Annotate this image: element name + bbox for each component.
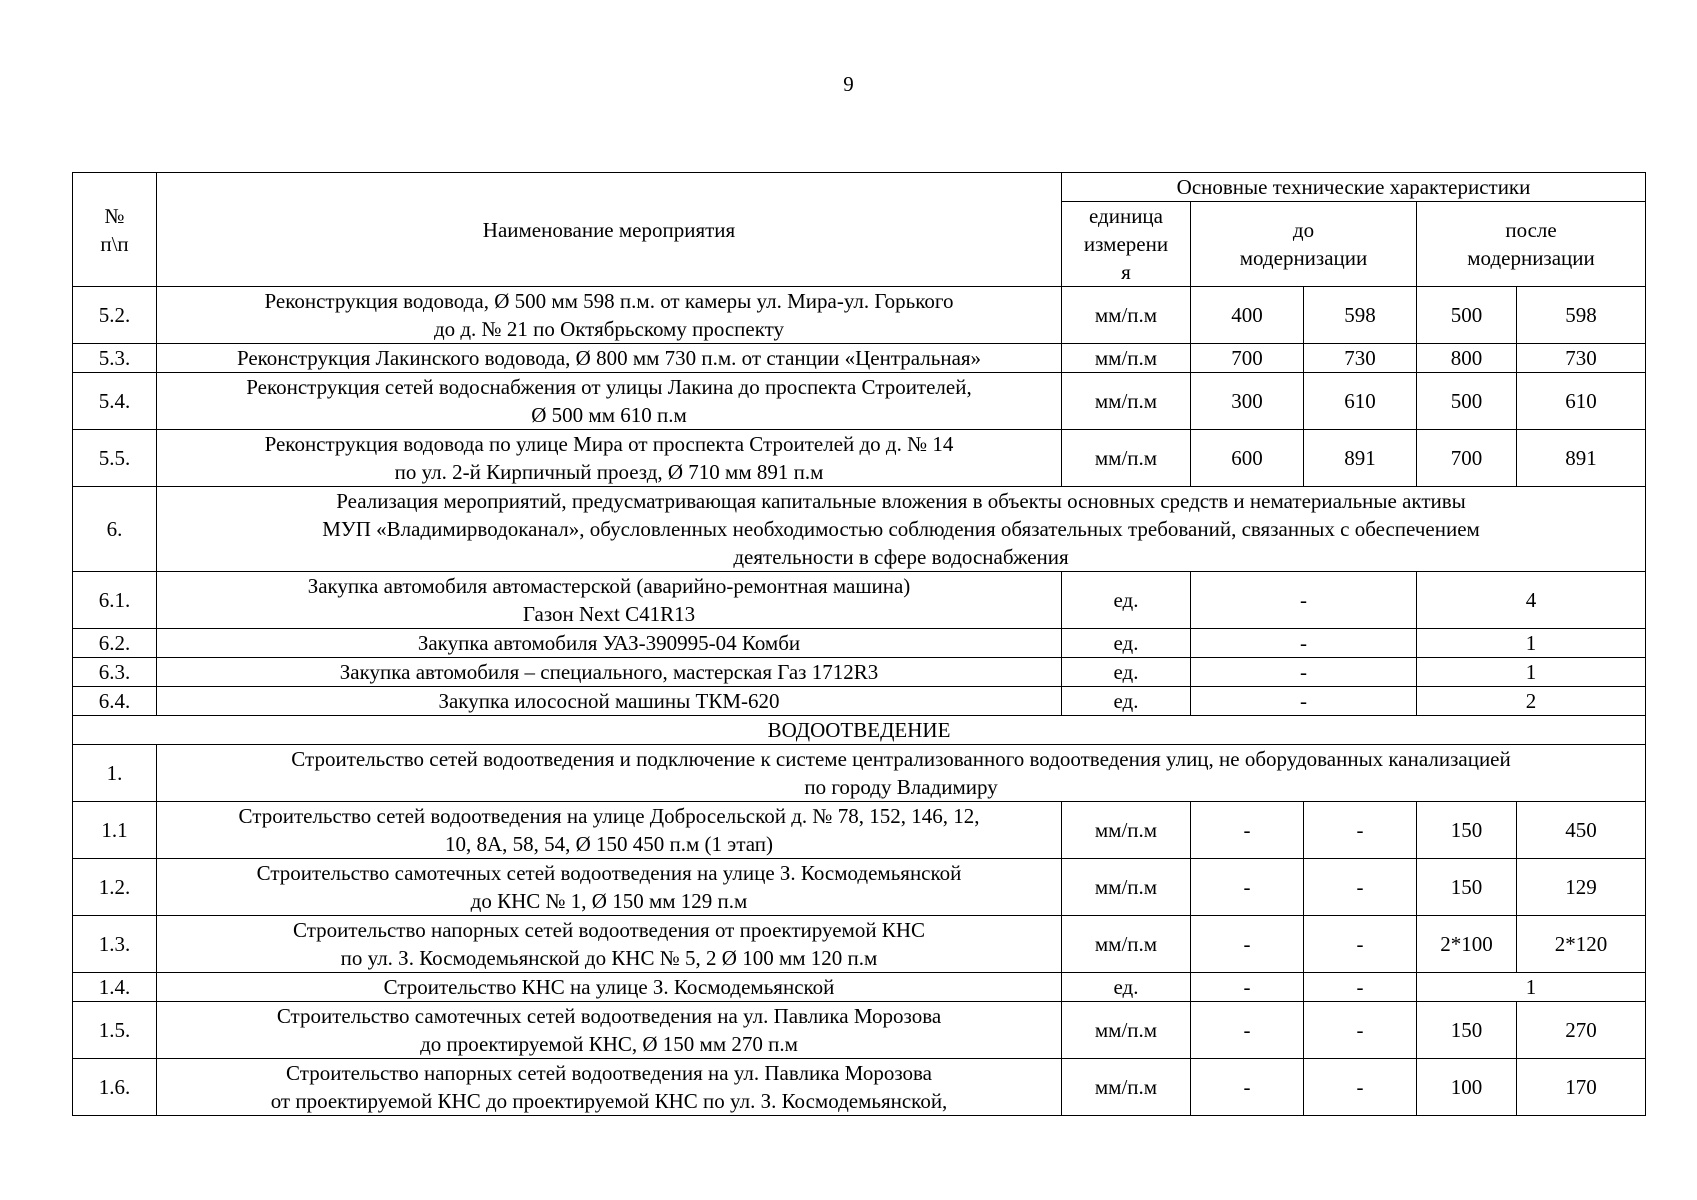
table-row: [73, 1002, 1646, 1059]
row-after-1: 150: [1417, 802, 1517, 859]
row-after-1: 100: [1417, 1059, 1517, 1116]
table-row: [73, 687, 1646, 716]
row-before-2: -: [1304, 916, 1417, 973]
row-name: Реконструкция сетей водоснабжения от улицы Лакина до проспекта Строителей, Ø 500 мм 610 п.м: [157, 373, 1062, 430]
section-num: 6.: [73, 487, 157, 572]
row-after-2: 2*120: [1517, 916, 1646, 973]
row-num: 1.2.: [73, 859, 157, 916]
row-before-2: 598: [1304, 287, 1417, 344]
table-row: [73, 572, 1646, 629]
row-num: 6.1.: [73, 572, 157, 629]
row-before-1: 700: [1191, 344, 1304, 373]
row-num: 6.2.: [73, 629, 157, 658]
row-before-1: -: [1191, 802, 1304, 859]
row-after-1: 800: [1417, 344, 1517, 373]
row-unit: ед.: [1062, 658, 1191, 687]
row-after-2: 610: [1517, 373, 1646, 430]
row-after: 1: [1417, 629, 1646, 658]
table-row: [73, 658, 1646, 687]
row-unit: мм/п.м: [1062, 859, 1191, 916]
row-name: Реконструкция водовода по улице Мира от проспекта Строителей до д. № 14 по ул. 2-й Кирпичный проезд, Ø 710 мм 891 п.м: [157, 430, 1062, 487]
row-before-2: 730: [1304, 344, 1417, 373]
row-after-2: 450: [1517, 802, 1646, 859]
row-before-1: 400: [1191, 287, 1304, 344]
row-after-2: 129: [1517, 859, 1646, 916]
row-after-1: 500: [1417, 287, 1517, 344]
row-unit: мм/п.м: [1062, 373, 1191, 430]
row-unit: ед.: [1062, 687, 1191, 716]
row-unit: мм/п.м: [1062, 344, 1191, 373]
row-unit: мм/п.м: [1062, 916, 1191, 973]
page-number: 9: [843, 72, 854, 96]
row-num: 5.3.: [73, 344, 157, 373]
row-num: 1.4.: [73, 973, 157, 1002]
row-unit: мм/п.м: [1062, 430, 1191, 487]
row-before-2: -: [1304, 1059, 1417, 1116]
row-unit: ед.: [1062, 629, 1191, 658]
row-before: -: [1191, 629, 1417, 658]
row-after-2: 598: [1517, 287, 1646, 344]
section-title-row: [73, 716, 1646, 745]
row-num: 6.3.: [73, 658, 157, 687]
row-name: Строительство самотечных сетей водоотведения на улице З. Космодемьянской до КНС № 1, Ø 150 мм 129 п.м: [157, 859, 1062, 916]
row-name: Закупка автомобиля автомастерской (аварийно-ремонтная машина) Газон Next C41R13: [157, 572, 1062, 629]
row-after-1: 150: [1417, 859, 1517, 916]
row-after: 1: [1417, 658, 1646, 687]
row-before-1: 600: [1191, 430, 1304, 487]
row-unit: ед.: [1062, 973, 1191, 1002]
row-num: 1.5.: [73, 1002, 157, 1059]
row-num: 5.4.: [73, 373, 157, 430]
row-name: Закупка автомобиля УАЗ-390995-04 Комби: [157, 629, 1062, 658]
row-unit: мм/п.м: [1062, 1059, 1191, 1116]
table-row: [73, 629, 1646, 658]
header-name: Наименование мероприятия: [157, 173, 1062, 287]
section-text: Строительство сетей водоотведения и подключение к системе централизованного водоотведения улиц, не оборудованных канализацией по городу Владимиру: [157, 745, 1646, 802]
row-num: 1.3.: [73, 916, 157, 973]
row-name: Строительство КНС на улице З. Космодемьянской: [157, 973, 1062, 1002]
row-num: 5.2.: [73, 287, 157, 344]
measures-table: [72, 172, 1646, 1116]
row-before: -: [1191, 572, 1417, 629]
row-before-1: -: [1191, 859, 1304, 916]
header-group: Основные технические характеристики: [1062, 173, 1646, 202]
row-unit: мм/п.м: [1062, 1002, 1191, 1059]
row-num: 5.5.: [73, 430, 157, 487]
table-row: [73, 430, 1646, 487]
row-after-2: 170: [1517, 1059, 1646, 1116]
row-before-2: 610: [1304, 373, 1417, 430]
row-name: Реконструкция водовода, Ø 500 мм 598 п.м. от камеры ул. Мира-ул. Горького до д. № 21 по Октябрьскому проспекту: [157, 287, 1062, 344]
row-name: Закупка илососной машины ТКМ-620: [157, 687, 1062, 716]
table-row: [73, 373, 1646, 430]
row-before-1: -: [1191, 1002, 1304, 1059]
section-row: [73, 745, 1646, 802]
row-after-1: 2*100: [1417, 916, 1517, 973]
row-num: 1.6.: [73, 1059, 157, 1116]
table-row: [73, 287, 1646, 344]
table-row: [73, 859, 1646, 916]
row-before: -: [1191, 687, 1417, 716]
header-before: до модернизации: [1191, 202, 1417, 287]
row-name: Строительство сетей водоотведения на улице Добросельской д. № 78, 152, 146, 12, 10, 8А, 58, 54, Ø 150 450 п.м (1 этап): [157, 802, 1062, 859]
row-after-1: 500: [1417, 373, 1517, 430]
row-num: 6.4.: [73, 687, 157, 716]
row-after-2: 730: [1517, 344, 1646, 373]
row-name: Строительство напорных сетей водоотведения на ул. Павлика Морозова от проектируемой КНС до проектируемой КНС по ул. З. Космодемьянской,: [157, 1059, 1062, 1116]
row-before-2: -: [1304, 859, 1417, 916]
row-after-1: 700: [1417, 430, 1517, 487]
table-row: [73, 344, 1646, 373]
row-name: Строительство самотечных сетей водоотведения на ул. Павлика Морозова до проектируемой КНС, Ø 150 мм 270 п.м: [157, 1002, 1062, 1059]
row-before-1: 300: [1191, 373, 1304, 430]
section-text: Реализация мероприятий, предусматривающая капитальные вложения в объекты основных средств и нематериальные активы МУП «Владимирводоканал», обусловленных необходимостью соблюдения обязательных требований, связанных с обеспечением деятельности в сфере водоснабжения: [157, 487, 1646, 572]
row-before-2: -: [1304, 1002, 1417, 1059]
row-name: Реконструкция Лакинского водовода, Ø 800 мм 730 п.м. от станции «Центральная»: [157, 344, 1062, 373]
row-after: 2: [1417, 687, 1646, 716]
section-num: 1.: [73, 745, 157, 802]
table-row: [73, 1059, 1646, 1116]
row-after-2: 891: [1517, 430, 1646, 487]
section-row: [73, 487, 1646, 572]
row-after-2: 270: [1517, 1002, 1646, 1059]
row-before-2: 891: [1304, 430, 1417, 487]
table-row: [73, 973, 1646, 1002]
header-unit: единица измерени я: [1062, 202, 1191, 287]
row-before: -: [1191, 658, 1417, 687]
row-before-2: -: [1304, 973, 1417, 1002]
row-num: 1.1: [73, 802, 157, 859]
row-before-2: -: [1304, 802, 1417, 859]
row-unit: ед.: [1062, 572, 1191, 629]
row-before-1: -: [1191, 916, 1304, 973]
row-before-1: -: [1191, 1059, 1304, 1116]
row-unit: мм/п.м: [1062, 287, 1191, 344]
row-before-1: -: [1191, 973, 1304, 1002]
row-after: 4: [1417, 572, 1646, 629]
table-row: [73, 802, 1646, 859]
header-after: после модернизации: [1417, 202, 1646, 287]
header-num: № п\п: [73, 173, 157, 287]
section-title: ВОДООТВЕДЕНИЕ: [73, 716, 1646, 745]
row-unit: мм/п.м: [1062, 802, 1191, 859]
row-after: 1: [1417, 973, 1646, 1002]
table-row: [73, 916, 1646, 973]
row-name: Закупка автомобиля – специального, мастерская Газ 1712R3: [157, 658, 1062, 687]
row-name: Строительство напорных сетей водоотведения от проектируемой КНС по ул. З. Космодемьянской до КНС № 5, 2 Ø 100 мм 120 п.м: [157, 916, 1062, 973]
row-after-1: 150: [1417, 1002, 1517, 1059]
